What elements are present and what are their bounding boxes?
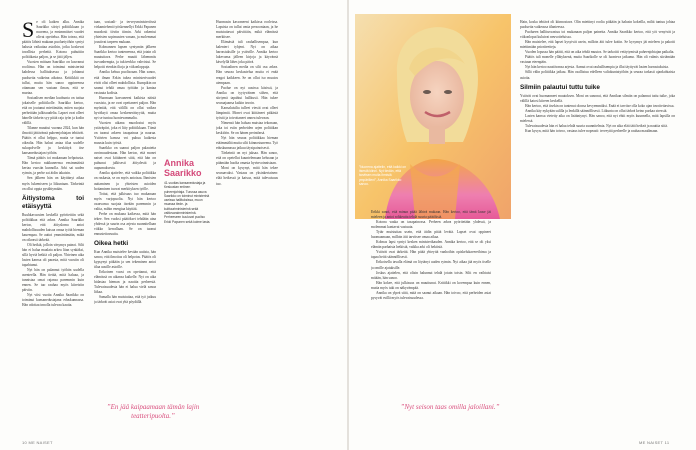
profile-name: Annika Saarikko [164, 158, 202, 178]
paragraph: Hän kokee, että julkisuus on muuttunut. Kritiikki on kovempaa kuin ennen, mutta myös tuki on näkyvämpää. [371, 280, 491, 290]
paragraph: e oli kaiken alku. Annika Saarikko siirtyi politiikkaan jo nuorena, ja ensimmäiset vuodet olivat opettelua. Hän toteaa, että päätös lähteä mukaan puoluetyöhön syntyi halusta vaikuttaa asioihin, jotka koskevat tavallisia perheitä. Kotona puhuttiin politiikasta paljon, ja se jätti jäljen. [22, 20, 84, 60]
photo-caption: ”Nuorena ajattelin, että kaikki on itsestä kiinni. Nyt tiedän, että tarvitsen muita ihmisiä ympärilleni”, Annika Saarikko sanoo. [359, 165, 407, 186]
paragraph: Nimensä hän haluaa muistaa tekonaan, joka toi esiin perheiden arjen politiikan keskiöön. Se on hänen perintönsä. [216, 120, 278, 136]
paragraph: taan, sosiaali- ja terveysministeriössä virkamiehenä työskennellyt Erkki Papunen muodosti tiiviin tiimin. Arki rakentui yhteisten sopimusten varaan, ja molemmat joustivat tarpeen mukaan. [94, 20, 156, 45]
paragraph: Saarikko on saanut paljon palautetta avoimuudestaan. Hän kertoo, että monet naiset ovat kiittäneet siitä, että hän on puhunut julkisesti äitiydestä ja uupumuksesta. [94, 146, 156, 171]
paragraph: Kun kysyn, mitä hän toivoo, vastaus tulee nopeasti: terveyttä perheelle ja rauhaa maailmaan. [525, 128, 659, 133]
paragraph: Annika käy nykyään salilla ja lenkillä säännöllisesti. Liikunta on ollut tärkeä keino purkaa stressiä. [525, 108, 668, 113]
paragraph: Annika ajattelee, että vaikka politiikka on raskasta, se on myös antoisaa. Ihmisten auttaminen ja yhteisten asioiden hoitaminen tuovat merkityksen työlle. [94, 171, 156, 191]
paragraph: Vuosien mittaan Saarikko on kasvanut rooliinsa. Hän on toiminut ministerinä kahdessa hallituksessa ja johtanut puoluetta vaikeina aikoina. Kritiikkiä on tullut, mutta hän sanoo oppineensa ottamaan sen vastaan ilman, että se murtaa. [22, 60, 84, 95]
pull-quote: ”En jää kaipaamaan tämän lajin teatteripuolta.” [106, 403, 200, 420]
paragraph: Perhe on mukana kaikessa, mitä hän tekee. Sen vuoksi päätökset tehdään aina yhdessä ja suurin osa arjesta suunnitellaan viikko kerrallaan. Se on tuonut ennustettavuutta. [94, 211, 156, 236]
paragraph: Erikoinen vuosi on opettanut, että elämässä on aikansa kaikelle. Nyt on aika hidastaa hieman ja nauttia perheestä. Tulevaisuudesta hän ei halua vielä sanoa liikaa. [94, 270, 156, 295]
right-column-1 [371, 210, 491, 405]
paragraph: Sosiaalinen media on silti osa arkea. Hän seuraa keskustelua mutta ei enää reagoi kaikkeen. Se on ollut iso muutos aiempaan. [216, 65, 278, 85]
paragraph: Tulevaisuudesta hän ei halua tehdä suuria suunnitelmia. Nyt on aika elää tätä hetkeä ja nauttia siitä. [525, 123, 668, 128]
paragraph: Tottui, että julkisuus tuo mukanaan myös varjopuolia. Nyt hän kertoo osaavansa suojata itseään paremmin ja valita, mihin energiaa käyttää. [94, 191, 156, 211]
left-column-3 [216, 20, 278, 430]
section-heading: Äitiystoma toi etäisyyttä [22, 194, 84, 210]
left-page [0, 0, 347, 450]
paragraph: Kansalaisilta tulleet viestit ovat olleet lämpimiä. Monet ovat kiittäneet pitkästä työstä ja toivottaneet onnea tulevaan. [216, 105, 278, 120]
profile-bio: 41-vuotias kansanedustaja ja Keskustan entinen puheenjohtaja. Turussa asuva Saarikko on toiminut ministerinä useissa hallituksissa, muun muassa tiede- ja kulttuuriministerinä sekä valtiovarainministerinä. Perheeseen kuuluvat puoliso Erkki Papunen sekä kolme lasta. [164, 181, 211, 224]
paragraph: Hän muistelee, että lapset kysyivät usein, milloin äiti tulee kotiin. Se kysymys jäi mieleen ja pakotti miettimään prioriteetteja. [520, 40, 675, 50]
section-heading: Oikea hetki [94, 240, 129, 248]
page-footer: ME NAISET 11 [639, 440, 670, 445]
paragraph: Nyt hän on palannut työhön uudella asenteella. Hän tietää, mitä haluaa, ja tunnistaa omat rajansa paremmin kuin ennen. Se tuo rauhaa myös kiireisiin päiviin. [22, 268, 84, 293]
portrait-photo [355, 14, 511, 219]
paragraph: Erikoisella tavalla elämä on löytänyt uuden rytmin. Nyt aikaa jää myös itselle ja omille ajatuksille. [371, 260, 491, 270]
paragraph: Kun Annika muistelee kevään uutista, hän sanoo, että ilmoitus oli helpotus. Päätös oli kypsynyt pitkään ja sen tekeminen antoi tilaa uusille asioille. [94, 250, 156, 270]
paragraph: Hain, koska tehtävä oli kiinnostava. Olin miettinyt roolia pitkään ja halusin kokeilla, miltä tuntuu johtaa puoluetta vaikeassa tilanteessa. [520, 20, 675, 30]
paragraph: Erikki sanoi, että minun pitää lähteä mukaan. Hän kertoo, että tämä lause jäi mieleen ja antoi rohkeutta tehdä suuria päätöksiä. [371, 210, 491, 220]
paragraph: Annika on ylpeä siitä, mitä on saanut aikaan. Hän toivoo, että perheiden asiat pysyvät esillä myös tulevaisuudessa. [371, 290, 491, 300]
paragraph: Nyt hän seuraa politiikkaa hieman etäämmältä mutta silti kiinnostuneena. Työ eduskunnassa jatkuu täysipainoisesti. [216, 136, 278, 151]
paragraph: Hän kertoo, että itsekin on tuntenut olonsa kevyemmäksi. Enää ei tarvitse olla koko ajan tavoitettavissa. [525, 103, 675, 108]
paragraph: Sen jälkeen hän on käyttänyt aikaa myös lukemiseen ja liikuntaan. Tärkeintä on ollut oppia pysähtymään. [22, 176, 84, 191]
paragraph: Vuosien aikana muodostui myös ystäväpiiri, joka ei liity politiikkaan. Tämä on tuonut arkeen tasapainoa ja naurua. Ystävien kanssa voi puhua kaikesta muusta kuin työstä. [94, 120, 156, 146]
paragraph: Puolueen hallitusvastuu toi mukanaan paljon paineita. Annika Saarikko kertoo, että yöt venyivät ja viikonloput kuluivat neuvotteluissa. [520, 30, 675, 40]
paragraph: Ystävät ovat huomanneet muutoksen. Moni on sanonut, että Annikan silmiin on palannut tuttu tuike, joka välillä katosi kiireen keskellä. [520, 93, 675, 103]
paragraph: Ruuhkavuosien keskellä pyöritettiin sekä politiikkaa että arkea. Annika Saarikko kertoo, että äitiysloma antoi mahdollisuuden katsoa omaa työtä hieman kauempaa. Se auttoi ymmärtämään, mikä on oikeasti tärkeää. [22, 212, 84, 242]
pull-quote: ”Nyt seison taas omilla jaloillani.” [400, 403, 500, 411]
paragraph: Tytär muistuttaa usein, että äidin pitää levätä. Lapset ovat oppineet huomaamaan, milloin äiti tarvitsee omaa aikaa. [371, 230, 491, 240]
left-column-2 [94, 20, 156, 400]
paragraph: Ystävät ovat tärkeitä. Hän pitää yhteyttä vanhoihin opiskelukavereihinsa ja tapaa heitä säännöllisesti. [371, 250, 491, 260]
paragraph: Nyt viisi vuotta Annika Saarikko on toiminut kansanedustajana eduskunnassa. Hän odottaa innolla tulevaa kautta. [22, 293, 84, 308]
paragraph: Nyt hän kertoo nauttivansa arjesta. Aamut ovat rauhallisempia ja illat täyttyvät lasten harrastuksista. [525, 65, 669, 70]
paragraph: Huomasin kasvaneeni kaikissa rooleissa. Lapsista on tullut omia persooniaan, ja he muistuttavat päivittäin, mikä elämässä merkitsee. [216, 20, 278, 40]
paragraph: Oli hetkiä, jolloin väsymys painoi. Silti hän ei halua maalata arkea liian synkäksi, sillä hyviä hetkiä oli paljon. Yhteinen aika lasten kanssa oli parasta, mitä vuosiin oli tapahtunut. [22, 242, 84, 268]
paragraph: Puolue on nyt uusissa käsissä, ja Annika on tyytyväinen siihen, että siirtymä tapahtui hallitusti. Hän tukee seuraajaansa kaikin tavoin. [216, 85, 278, 105]
profile-box [164, 158, 212, 224]
paragraph: Huomaan kasvaneeni kaikista näistä vuosista, ja ne ovat opettaneet paljon. Hän myöntää, että välillä on ollut vaikea hyväksyä omaa keskeneräisyyttä, mutta nyt se tuntuu luontevammalta. [94, 95, 156, 120]
paragraph: Annika kehuu puolisoaan. Hän sanoo, että ilman Erkin tukea ministerivuodet eivät olisi olleet mahdollisia. Kumpikin on saanut tehdä omaa työtään ja kantaa vastuuta kodista. [94, 70, 156, 95]
paragraph: Päätös tuli monelle yllätyksenä, mutta Saarikolle se oli luonteva jatkumo. Hän oli valmis siirtämään vastuun eteenpäin. [520, 55, 675, 65]
drop-cap: S [22, 20, 35, 42]
right-column-2 [520, 20, 675, 430]
portrait-illustration [355, 14, 511, 219]
paragraph: Elämästä tuli rauhallisempaa, kun kalenteri tyhjeni. Nyt on aikaa harrastuksille ja ystäville. Annika kertoo lukevansa jälleen kirjoja ja käyvänsä kävelyllä lähes joka päivä. [216, 40, 278, 65]
paragraph: Vuoden lopussa hän päätti, että on aika tehdä muutos. Se tarkoitti vetäytymistä puheenjohtajan paikalta. [525, 50, 675, 55]
paragraph: Kolmas lapsi syntyi kesken ministerikauden. Annika kertoo, että se oli yksi elämän parhaista hetkistä, vaikka arki oli hektistä. [371, 240, 491, 250]
paragraph: Sosiaalisen median kuohunta on tuttua jokaiselle poliitikolle. Saarikko kertoo, että on joutunut miettimään, miten suojata perhettään julkisuudelta. Lapset ovat olleet hänelle tärkein syy pitää raja työn ja kodin välillä. [22, 95, 84, 125]
page-footer: 10 ME NAISET [22, 440, 53, 445]
paragraph: Tilanne muuttui vuonna 2024, kun hän ilmoitti jättävänsä puheenjohtajan tehtävät. Päätös ei ollut helppo, mutta se tuntui oikealta. Hän halusi antaa tilaa uudelle sukupolvelle ja keskittyä itse kansanedustajan työhön. [22, 125, 84, 156]
paragraph: Lasten kanssa vietetty aika on lisääntynyt. Hän sanoo, että nyt ehtii myös kuunnella, mitä lapsilla on mielessä. [520, 113, 675, 123]
right-page [349, 0, 696, 450]
paragraph: Kotona vaaka on tasapainossa. Perheen arkea pyöritetään yhdessä, ja molemmat kantavat vastuuta. [371, 220, 491, 230]
paragraph: Joskus ajattelen, että olisin halunnut tehdä jotain toisin. Silti en vaihtaisi mitään, hän sanoo. [371, 270, 491, 280]
paragraph: Tärkeintä on nyt jaksaa. Hän sanoo, että on opetellut kuuntelemaan kehoaan ja pitämään huolta omasta hyvinvoinnistaan. [216, 151, 278, 166]
left-column-1 [22, 20, 84, 430]
paragraph: Sillä välin politiikka jatkuu. Hän osallistuu edelleen valiokuntatyöhön ja seuraa tarkasti ajankohtaisia asioita. [520, 70, 675, 80]
section-heading: Silmiin palautui tuttu tuike [520, 83, 600, 91]
paragraph: Kolmannen lapsen syntymän jälkeen Saarikko kertoo tunteneensa, että jotain oli muututtava. Perhe muutti lähemmäs isovanhempia, ja tukiverkko vahvistui. Se helpotti etenkin iltoja ja viikonloppuja. [94, 45, 156, 70]
paragraph: Tämä päätös toi mukanaan helpotusta. Hän kertoo nukkuneensa ensimmäistä kertaa vuosiin kunnolla. Arki sai uuden rytmin, ja perhe sai äidin takaisin. [22, 156, 84, 176]
paragraph: Moni on kysynyt, mitä hän tekee seuraavaksi. Vastaus on yksinkertainen: elää hetkessä ja katsoa, mitä tulevaisuus tuo. [216, 166, 278, 186]
paragraph: Samalla hän muistuttaa, että työ jatkuu ja tärkeät asiat ovat yhä pöydällä. [94, 295, 156, 305]
